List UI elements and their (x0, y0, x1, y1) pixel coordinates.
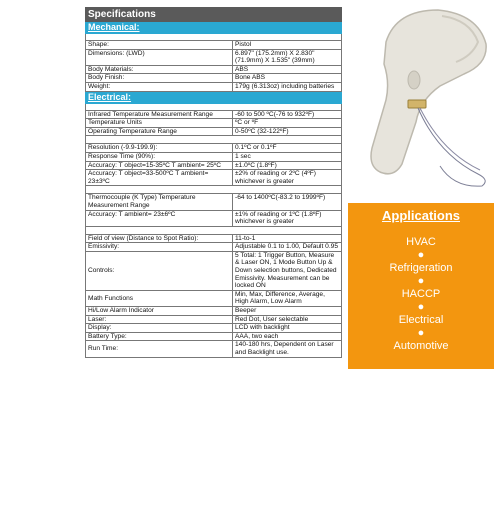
spec-label: Hi/Low Alarm Indicator (86, 307, 233, 316)
spec-label: Laser: (86, 315, 233, 324)
spacer-row (86, 103, 342, 110)
spec-value: ±1% of reading or 1ºC (1.8ºF) whichever is greater (233, 210, 342, 226)
spec-value: ABS (233, 65, 342, 74)
spec-value: 140-180 hrs, Dependent on Laser and Backlight use. (233, 341, 342, 357)
spec-label: Accuracy: T object=33-500ºC T ambient= 23±3ºC (86, 170, 233, 186)
spec-label: Dimensions: (LWD) (86, 49, 233, 65)
spec-label: Infrared Temperature Measurement Range (86, 110, 233, 119)
application-item: Automotive (393, 340, 449, 352)
bullet-dot-icon: ● (417, 327, 425, 339)
specifications-title: Specifications (86, 8, 342, 22)
applications-title: Applications (381, 208, 460, 223)
application-item: Refrigeration (389, 262, 453, 274)
spec-label: Thermocouple (K Type) Temperature Measurement Range (86, 194, 233, 210)
spec-row-math-functions (86, 290, 342, 306)
spec-value: ±1.0ºC (1.8ºF) (233, 161, 342, 170)
ir-thermometer-image (346, 2, 496, 194)
spec-row-shape (86, 41, 342, 50)
specifications-table (85, 7, 342, 358)
spec-label: Accuracy: T object=15-35ºC T ambient= 25ºC (86, 161, 233, 170)
spec-value: 1 sec (233, 152, 342, 161)
spec-row-temperature-units (86, 119, 342, 128)
spec-value: -60 to 500 ºC(-76 to 932ºF) (233, 110, 342, 119)
spec-value: AAA, two each (233, 332, 342, 341)
spec-label: Body Materials: (86, 65, 233, 74)
spacer-row (86, 136, 342, 144)
spec-label: Body Finish: (86, 74, 233, 83)
spec-label: Field of view (Distance to Spot Ratio): (86, 234, 233, 243)
section-electrical-header (86, 91, 342, 103)
spec-label: Math Functions (86, 290, 233, 306)
spec-value: 179g (6.313oz) including batteries (233, 82, 342, 91)
spec-value: LCD with backlight (233, 324, 342, 333)
spec-value: ºC or ºF (233, 119, 342, 128)
spec-value: Adjustable 0.1 to 1.00, Default 0.95 (233, 243, 342, 252)
section-mechanical-header (86, 22, 342, 34)
spec-row-emissivity (86, 243, 342, 252)
spec-label: Display: (86, 324, 233, 333)
spacer-row (86, 226, 342, 234)
spec-value: Bone ABS (233, 74, 342, 83)
spec-value: Beeper (233, 307, 342, 316)
spec-row-resolution (86, 144, 342, 153)
spec-value: 11-to-1 (233, 234, 342, 243)
spec-row-ir-range (86, 110, 342, 119)
spec-row-field-of-view (86, 234, 342, 243)
section-heading: Mechanical: (86, 22, 342, 34)
spec-row-alarm-indicator (86, 307, 342, 316)
spec-value: 0.1ºC or 0.1ºF (233, 144, 342, 153)
spec-row-operating-range (86, 127, 342, 136)
spec-value: 5 Total: 1 Trigger Button, Measure & Laser ON, 1 Mode Button Up & Down selection buttons, Dedicated Emissivity. Measurement can be locked ON (233, 251, 342, 290)
spec-row-weight (86, 82, 342, 91)
spec-row-display (86, 324, 342, 333)
spec-label: Operating Temperature Range (86, 127, 233, 136)
spec-row-controls (86, 251, 342, 290)
spec-row-accuracy-3 (86, 210, 342, 226)
spec-label: Controls: (86, 251, 233, 290)
spec-value: -64 to 1400ºC(-83.2 to 1999ºF) (233, 194, 342, 210)
specifications-header-row (86, 8, 342, 22)
bullet-dot-icon: ● (417, 301, 425, 313)
spec-value: 6.897" (175.2mm) X 2.830" (71.9mm) X 1.535" (39mm) (233, 49, 342, 65)
spec-label: Accuracy: T ambient= 23±6ºC (86, 210, 233, 226)
spec-row-battery-type (86, 332, 342, 341)
spec-label: Temperature Units (86, 119, 233, 128)
spec-label: Resolution (-9.9-199.9): (86, 144, 233, 153)
spec-row-body-finish (86, 74, 342, 83)
spec-value: Pistol (233, 41, 342, 50)
spec-value: Red Dot, User selectable (233, 315, 342, 324)
spec-label: Response Time (90%): (86, 152, 233, 161)
spec-value: ±2% of reading or 2ºC (4ºF) whichever is greater (233, 170, 342, 186)
application-item: Electrical (398, 314, 444, 326)
spec-label: Battery Type: (86, 332, 233, 341)
spec-label: Run Time: (86, 341, 233, 357)
spec-label: Weight: (86, 82, 233, 91)
bullet-dot-icon: ● (417, 275, 425, 287)
application-item: HACCP (401, 288, 441, 300)
spec-row-body-materials (86, 65, 342, 74)
section-heading: Electrical: (86, 91, 342, 103)
spec-row-dimensions (86, 49, 342, 65)
applications-panel (348, 203, 494, 369)
spacer-row (86, 34, 342, 41)
spec-row-laser (86, 315, 342, 324)
spec-row-accuracy-1 (86, 161, 342, 170)
spec-value: Min, Max, Difference, Average, High Alarm, Low Alarm (233, 290, 342, 306)
spec-row-thermocouple-range (86, 194, 342, 210)
spec-label: Shape: (86, 41, 233, 50)
application-item: HVAC (406, 236, 436, 248)
spec-label: Emissivity: (86, 243, 233, 252)
spec-row-run-time (86, 341, 342, 357)
spec-row-accuracy-2 (86, 170, 342, 186)
spec-value: 0-50ºC (32-122ºF) (233, 127, 342, 136)
bullet-dot-icon: ● (417, 249, 425, 261)
spec-row-response-time (86, 152, 342, 161)
spacer-row (86, 186, 342, 194)
